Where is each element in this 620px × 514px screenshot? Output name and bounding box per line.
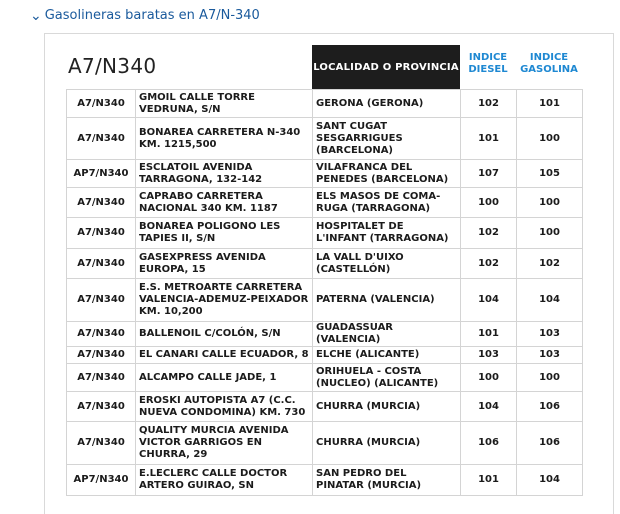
column-header-diesel	[460, 52, 516, 76]
station-cell: CAPRABO CARRETERA NACIONAL 340 KM. 1187	[136, 188, 313, 218]
route-cell: A7/N340	[67, 322, 136, 347]
route-cell: A7/N340	[67, 279, 136, 322]
table-row	[67, 218, 583, 249]
diesel-index-cell: 102	[461, 90, 517, 118]
locality-cell: PATERNA (VALENCIA)	[313, 279, 461, 322]
diesel-index-cell: 103	[461, 347, 517, 364]
gasolina-index-cell: 105	[517, 160, 583, 188]
gasolina-index-cell: 106	[517, 422, 583, 465]
diesel-index-cell: 101	[461, 465, 517, 496]
locality-cell: GUADASSUAR (VALENCIA)	[313, 322, 461, 347]
station-cell: GASEXPRESS AVENIDA EUROPA, 15	[136, 249, 313, 279]
route-cell: A7/N340	[67, 364, 136, 392]
diesel-index-cell: 100	[461, 364, 517, 392]
locality-cell: SANT CUGAT SESGARRIGUES (BARCELONA)	[313, 118, 461, 160]
gasolina-index-cell: 103	[517, 322, 583, 347]
station-cell: QUALITY MURCIA AVENIDA VICTOR GARRIGOS EN CHURRA, 29	[136, 422, 313, 465]
route-cell: AP7/N340	[67, 465, 136, 496]
route-cell: A7/N340	[67, 90, 136, 118]
table-row	[67, 465, 583, 496]
station-cell: ESCLATOIL AVENIDA TARRAGONA, 132-142	[136, 160, 313, 188]
column-header-gasolina	[516, 52, 582, 76]
station-cell: EL CANARI CALLE ECUADOR, 8	[136, 347, 313, 364]
diesel-index-cell: 101	[461, 322, 517, 347]
gasolina-index-cell: 102	[517, 249, 583, 279]
station-cell: ALCAMPO CALLE JADE, 1	[136, 364, 313, 392]
gasolina-index-cell: 104	[517, 465, 583, 496]
route-cell: A7/N340	[67, 422, 136, 465]
table-row	[67, 322, 583, 347]
table-row	[67, 249, 583, 279]
locality-cell: SAN PEDRO DEL PINATAR (MURCIA)	[313, 465, 461, 496]
station-cell: E.LECLERC CALLE DOCTOR ARTERO GUIRAO, SN	[136, 465, 313, 496]
gasolina-index-cell: 100	[517, 188, 583, 218]
diesel-index-cell: 101	[461, 118, 517, 160]
gasolina-index-cell: 101	[517, 90, 583, 118]
gasolina-index-cell: 100	[517, 118, 583, 160]
table-row	[67, 347, 583, 364]
locality-cell: CHURRA (MURCIA)	[313, 422, 461, 465]
route-cell: AP7/N340	[67, 160, 136, 188]
locality-cell: ELCHE (ALICANTE)	[313, 347, 461, 364]
column-header-locality: LOCALIDAD O PROVINCIA	[312, 45, 460, 89]
locality-cell: ORIHUELA - COSTA (NUCLEO) (ALICANTE)	[313, 364, 461, 392]
station-cell: BONAREA CARRETERA N-340 KM. 1215,500	[136, 118, 313, 160]
diesel-index-cell: 100	[461, 188, 517, 218]
locality-cell: CHURRA (MURCIA)	[313, 392, 461, 422]
station-cell: GMOIL CALLE TORRE VEDRUNA, S/N	[136, 90, 313, 118]
route-cell: A7/N340	[67, 188, 136, 218]
gasolina-index-cell: 100	[517, 364, 583, 392]
diesel-index-cell: 104	[461, 392, 517, 422]
table-row	[67, 90, 583, 118]
column-header-diesel-line1: INDICE	[468, 52, 508, 63]
section-toggle[interactable]	[30, 8, 260, 23]
diesel-index-cell: 104	[461, 279, 517, 322]
station-cell: E.S. METROARTE CARRETERA VALENCIA-ADEMUZ-PEIXADOR KM. 10,200	[136, 279, 313, 322]
station-cell: BONAREA POLIGONO LES TAPIES II, S/N	[136, 218, 313, 249]
table-row	[67, 279, 583, 322]
table-row	[67, 364, 583, 392]
locality-cell: LA VALL D'UIXO (CASTELLÓN)	[313, 249, 461, 279]
locality-cell: VILAFRANCA DEL PENEDES (BARCELONA)	[313, 160, 461, 188]
locality-cell: HOSPITALET DE L'INFANT (TARRAGONA)	[313, 218, 461, 249]
diesel-index-cell: 102	[461, 218, 517, 249]
column-header-diesel-line2: DIESEL	[468, 64, 508, 75]
locality-cell: GERONA (GERONA)	[313, 90, 461, 118]
diesel-index-cell: 106	[461, 422, 517, 465]
gasolina-index-cell: 100	[517, 218, 583, 249]
gasolina-index-cell: 103	[517, 347, 583, 364]
route-cell: A7/N340	[67, 118, 136, 160]
table-row	[67, 118, 583, 160]
diesel-index-cell: 102	[461, 249, 517, 279]
column-header-gasolina-line2: GASOLINA	[520, 64, 578, 75]
route-cell: A7/N340	[67, 347, 136, 364]
table-row	[67, 160, 583, 188]
gasolina-index-cell: 106	[517, 392, 583, 422]
section-toggle-label: Gasolineras baratas en A7/N-340	[44, 8, 260, 23]
route-cell: A7/N340	[67, 249, 136, 279]
table-row	[67, 188, 583, 218]
table-title: A7/N340	[68, 54, 157, 78]
gasolina-index-cell: 104	[517, 279, 583, 322]
fuel-price-table	[66, 89, 583, 496]
station-cell: EROSKI AUTOPISTA A7 (C.C. NUEVA CONDOMINA) KM. 730	[136, 392, 313, 422]
locality-cell: ELS MASOS DE COMA-RUGA (TARRAGONA)	[313, 188, 461, 218]
route-cell: A7/N340	[67, 392, 136, 422]
column-header-gasolina-line1: INDICE	[529, 52, 569, 63]
diesel-index-cell: 107	[461, 160, 517, 188]
table-row	[67, 392, 583, 422]
station-cell: BALLENOIL C/COLÓN, S/N	[136, 322, 313, 347]
route-cell: A7/N340	[67, 218, 136, 249]
table-row	[67, 422, 583, 465]
chevron-down-icon: ⌄	[30, 7, 42, 24]
